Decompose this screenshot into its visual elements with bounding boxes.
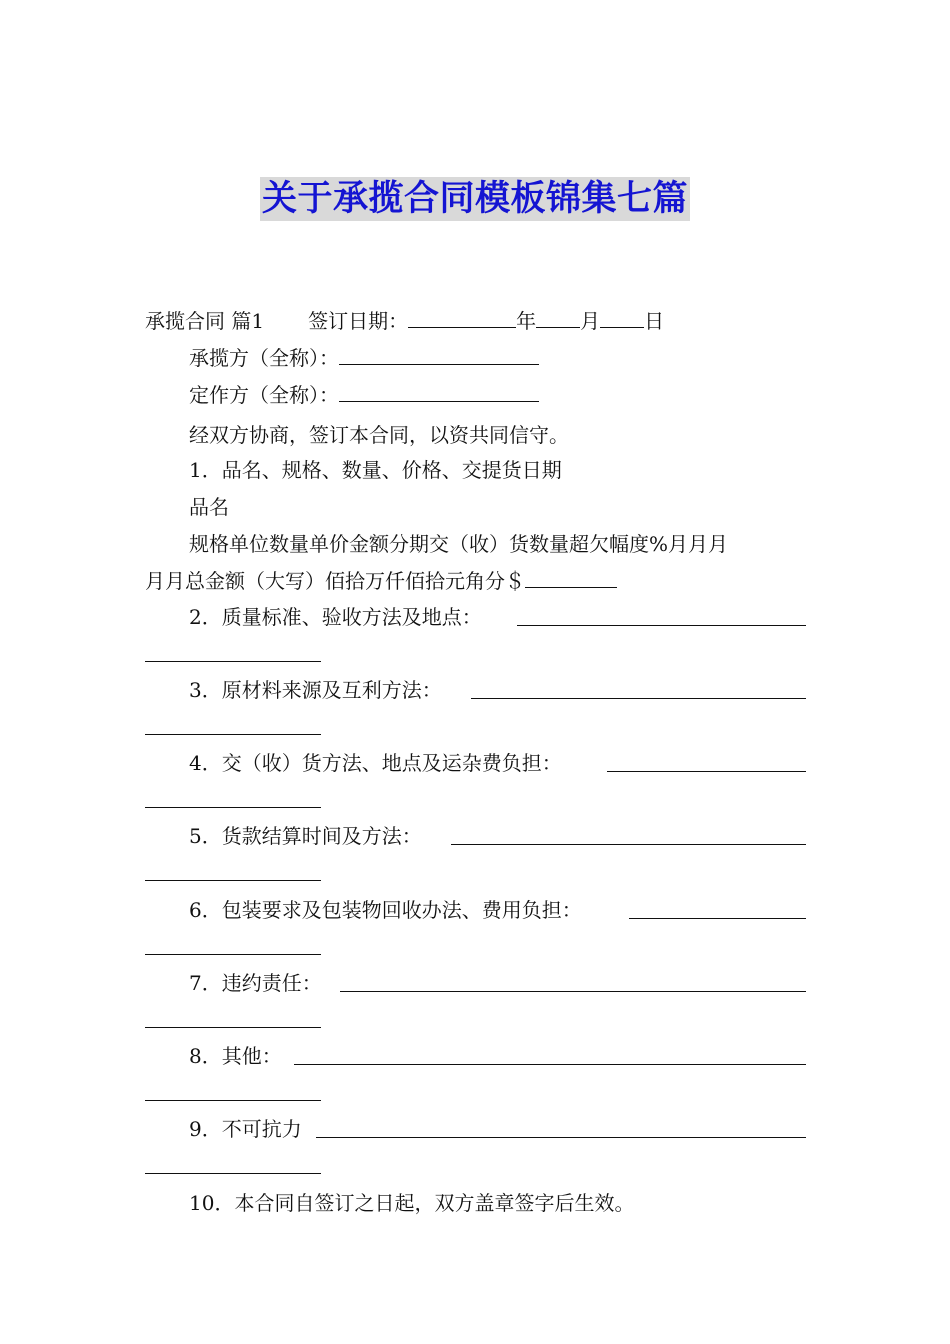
day-label: 日 [644, 309, 665, 333]
item-8: 8．其他： [189, 1044, 282, 1068]
item-2-blank-cont [145, 661, 321, 662]
date-label: 签订日期： [308, 309, 409, 333]
item-8-blank-cont [145, 1100, 321, 1101]
item-7-blank [340, 991, 806, 992]
item-9-blank [316, 1137, 806, 1138]
orderer-line [189, 381, 539, 409]
page-title: 关于承揽合同模板锦集七篇 [261, 179, 688, 219]
contractor-blank [339, 344, 539, 365]
title-container [0, 177, 950, 221]
item-9: 9．不可抗力 [189, 1117, 302, 1141]
contractor-label: 承揽方（全称）： [189, 346, 339, 370]
item-8-blank [294, 1064, 806, 1065]
item-4-blank [607, 771, 806, 772]
year-blank [408, 307, 516, 328]
contract-header-line [145, 307, 664, 335]
item-5-blank [451, 844, 806, 845]
item-1: 1．品名、规格、数量、价格、交提货日期 [189, 458, 562, 482]
item-3-blank-cont [145, 734, 321, 735]
orderer-label: 定作方（全称）： [189, 383, 339, 407]
item-6-blank-cont [145, 954, 321, 955]
item-2-blank [517, 625, 806, 626]
intro-text: 经双方协商，签订本合同，以资共同信守。 [189, 423, 569, 447]
section-label: 承揽合同 篇1 [145, 309, 265, 333]
product-name: 品名 [189, 495, 229, 519]
day-blank [600, 307, 644, 328]
spec-line-1: 规格单位数量单价金额分期交（收）货数量超欠幅度%月月月 [189, 532, 729, 556]
item-3-blank [471, 698, 806, 699]
month-blank [536, 307, 580, 328]
item-5: 5．货款结算时间及方法： [189, 824, 422, 848]
item-6-blank [629, 918, 806, 919]
item-7: 7．违约责任： [189, 971, 322, 995]
spec-line-2: 月月总金额（大写）佰拾万仟佰拾元角分＄ [145, 569, 525, 593]
contractor-line [189, 344, 539, 372]
orderer-blank [339, 381, 539, 402]
item-6: 6．包装要求及包装物回收办法、费用负担： [189, 898, 582, 922]
year-label: 年 [516, 309, 537, 333]
item-7-blank-cont [145, 1027, 321, 1028]
spec-line-2-row [145, 567, 617, 595]
item-4: 4．交（收）货方法、地点及运杂费负担： [189, 751, 562, 775]
item-4-blank-cont [145, 807, 321, 808]
item-10: 10．本合同自签订之日起，双方盖章签字后生效。 [189, 1191, 635, 1215]
item-5-blank-cont [145, 880, 321, 881]
item-2: 2．质量标准、验收方法及地点： [189, 605, 482, 629]
amount-blank [525, 567, 617, 588]
item-3: 3．原材料来源及互利方法： [189, 678, 442, 702]
month-label: 月 [580, 309, 601, 333]
item-9-blank-cont [145, 1173, 321, 1174]
